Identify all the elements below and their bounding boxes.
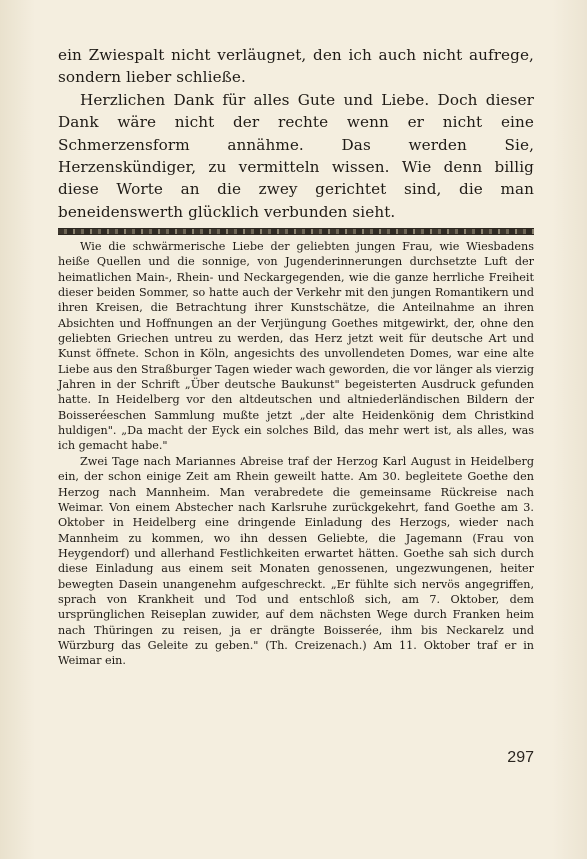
letter-paragraph-1: ein Zwiespalt nicht verläugnet, den ich auch nicht aufrege, sondern lieber schließe. xyxy=(58,46,534,87)
page-number: 297 xyxy=(507,749,534,766)
commentary-paragraph-1: Wie die schwärmerische Liebe der geliebten jungen Frau, wie Wiesbadens heiße Quellen und die sonnige, von Jugenderinnerungen durchsetzte Luft der heimatlichen Main-, Rhein- und Neckargegenden, wie die ganze herrliche Freiheit dieser beiden Sommer, so hatte auch der Verkehr mit den jungen Romantikern und ihren Kreisen, die Betrachtung ihrer Kunstschätze, die Anteilnahme an ihren Absichten und Hoffnungen an der Verjüngung Goethes mitgewirkt, der, ohne den geliebten Griechen untreu zu werden, das Herz jetzt weit für deutsche Art und Kunst öffnete. Schon in Köln, angesichts des unvollendeten Domes, war eine alte Liebe aus den Straßburger Tagen wieder wach geworden, die vor länger als vierzig Jahren in der Schrift „Über deutsche Baukunst" begeisterten Ausdruck gefunden hatte. In Heidelberg vor den altdeutschen und altniederländischen Bildern der Boisseréeschen Sammlung mußte jetzt „der alte Heidenkönig dem Christkind huldigen". „Da macht der Eyck ein solches Bild, das mehr wert ist, als alles, was ich gemacht habe." xyxy=(58,240,534,453)
letter-text xyxy=(58,44,534,223)
ornamental-divider xyxy=(58,228,534,235)
letter-paragraph-2: Herzlichen Dank für alles Gute und Liebe. Doch dieser Dank wäre nicht der rechte wenn er nicht eine Schmerzensform annähme. Das werden Sie, Herzenskündiger, zu vermitteln wissen. Wie denn billig diese Worte an die zwey gerichtet sind, die man beneidenswerth glücklich verbunden sieht. xyxy=(58,90,534,221)
commentary-text xyxy=(58,239,534,669)
commentary-paragraph-2: Zwei Tage nach Mariannes Abreise traf der Herzog Karl August in Heidelberg ein, der schon einige Zeit am Rhein geweilt hatte. Am 30. begleitete Goethe den Herzog nach Mannheim. Man verabredete die gemeinsame Rückreise nach Weimar. Von einem Abstecher nach Karlsruhe zurückgekehrt, fand Goethe am 3. Oktober in Heidelberg eine dringende Einladung des Herzogs, wieder nach Mannheim zu kommen, wo ihn dessen Geliebte, die Jagemann (Frau von Heygendorf) und allerhand Festlichkeiten erwartet hätten. Goethe sah sich durch diese Einladung aus einem seit Monaten genossenen, ungezwungenen, heiter bewegten Dasein unangenehm aufgeschreckt. „Er fühlte sich nervös angegriffen, sprach von Krankheit und Tod und entschloß sich, am 7. Oktober, dem ursprünglichen Reiseplan zuwider, auf dem nächsten Wege durch Franken heim nach Thüringen zu reisen, ja er drängte Boisserée, ihm bis Neckarelz und Würzburg das Geleite zu geben." (Th. Creizenach.) Am 11. Oktober traf er in Weimar ein. xyxy=(58,454,534,668)
